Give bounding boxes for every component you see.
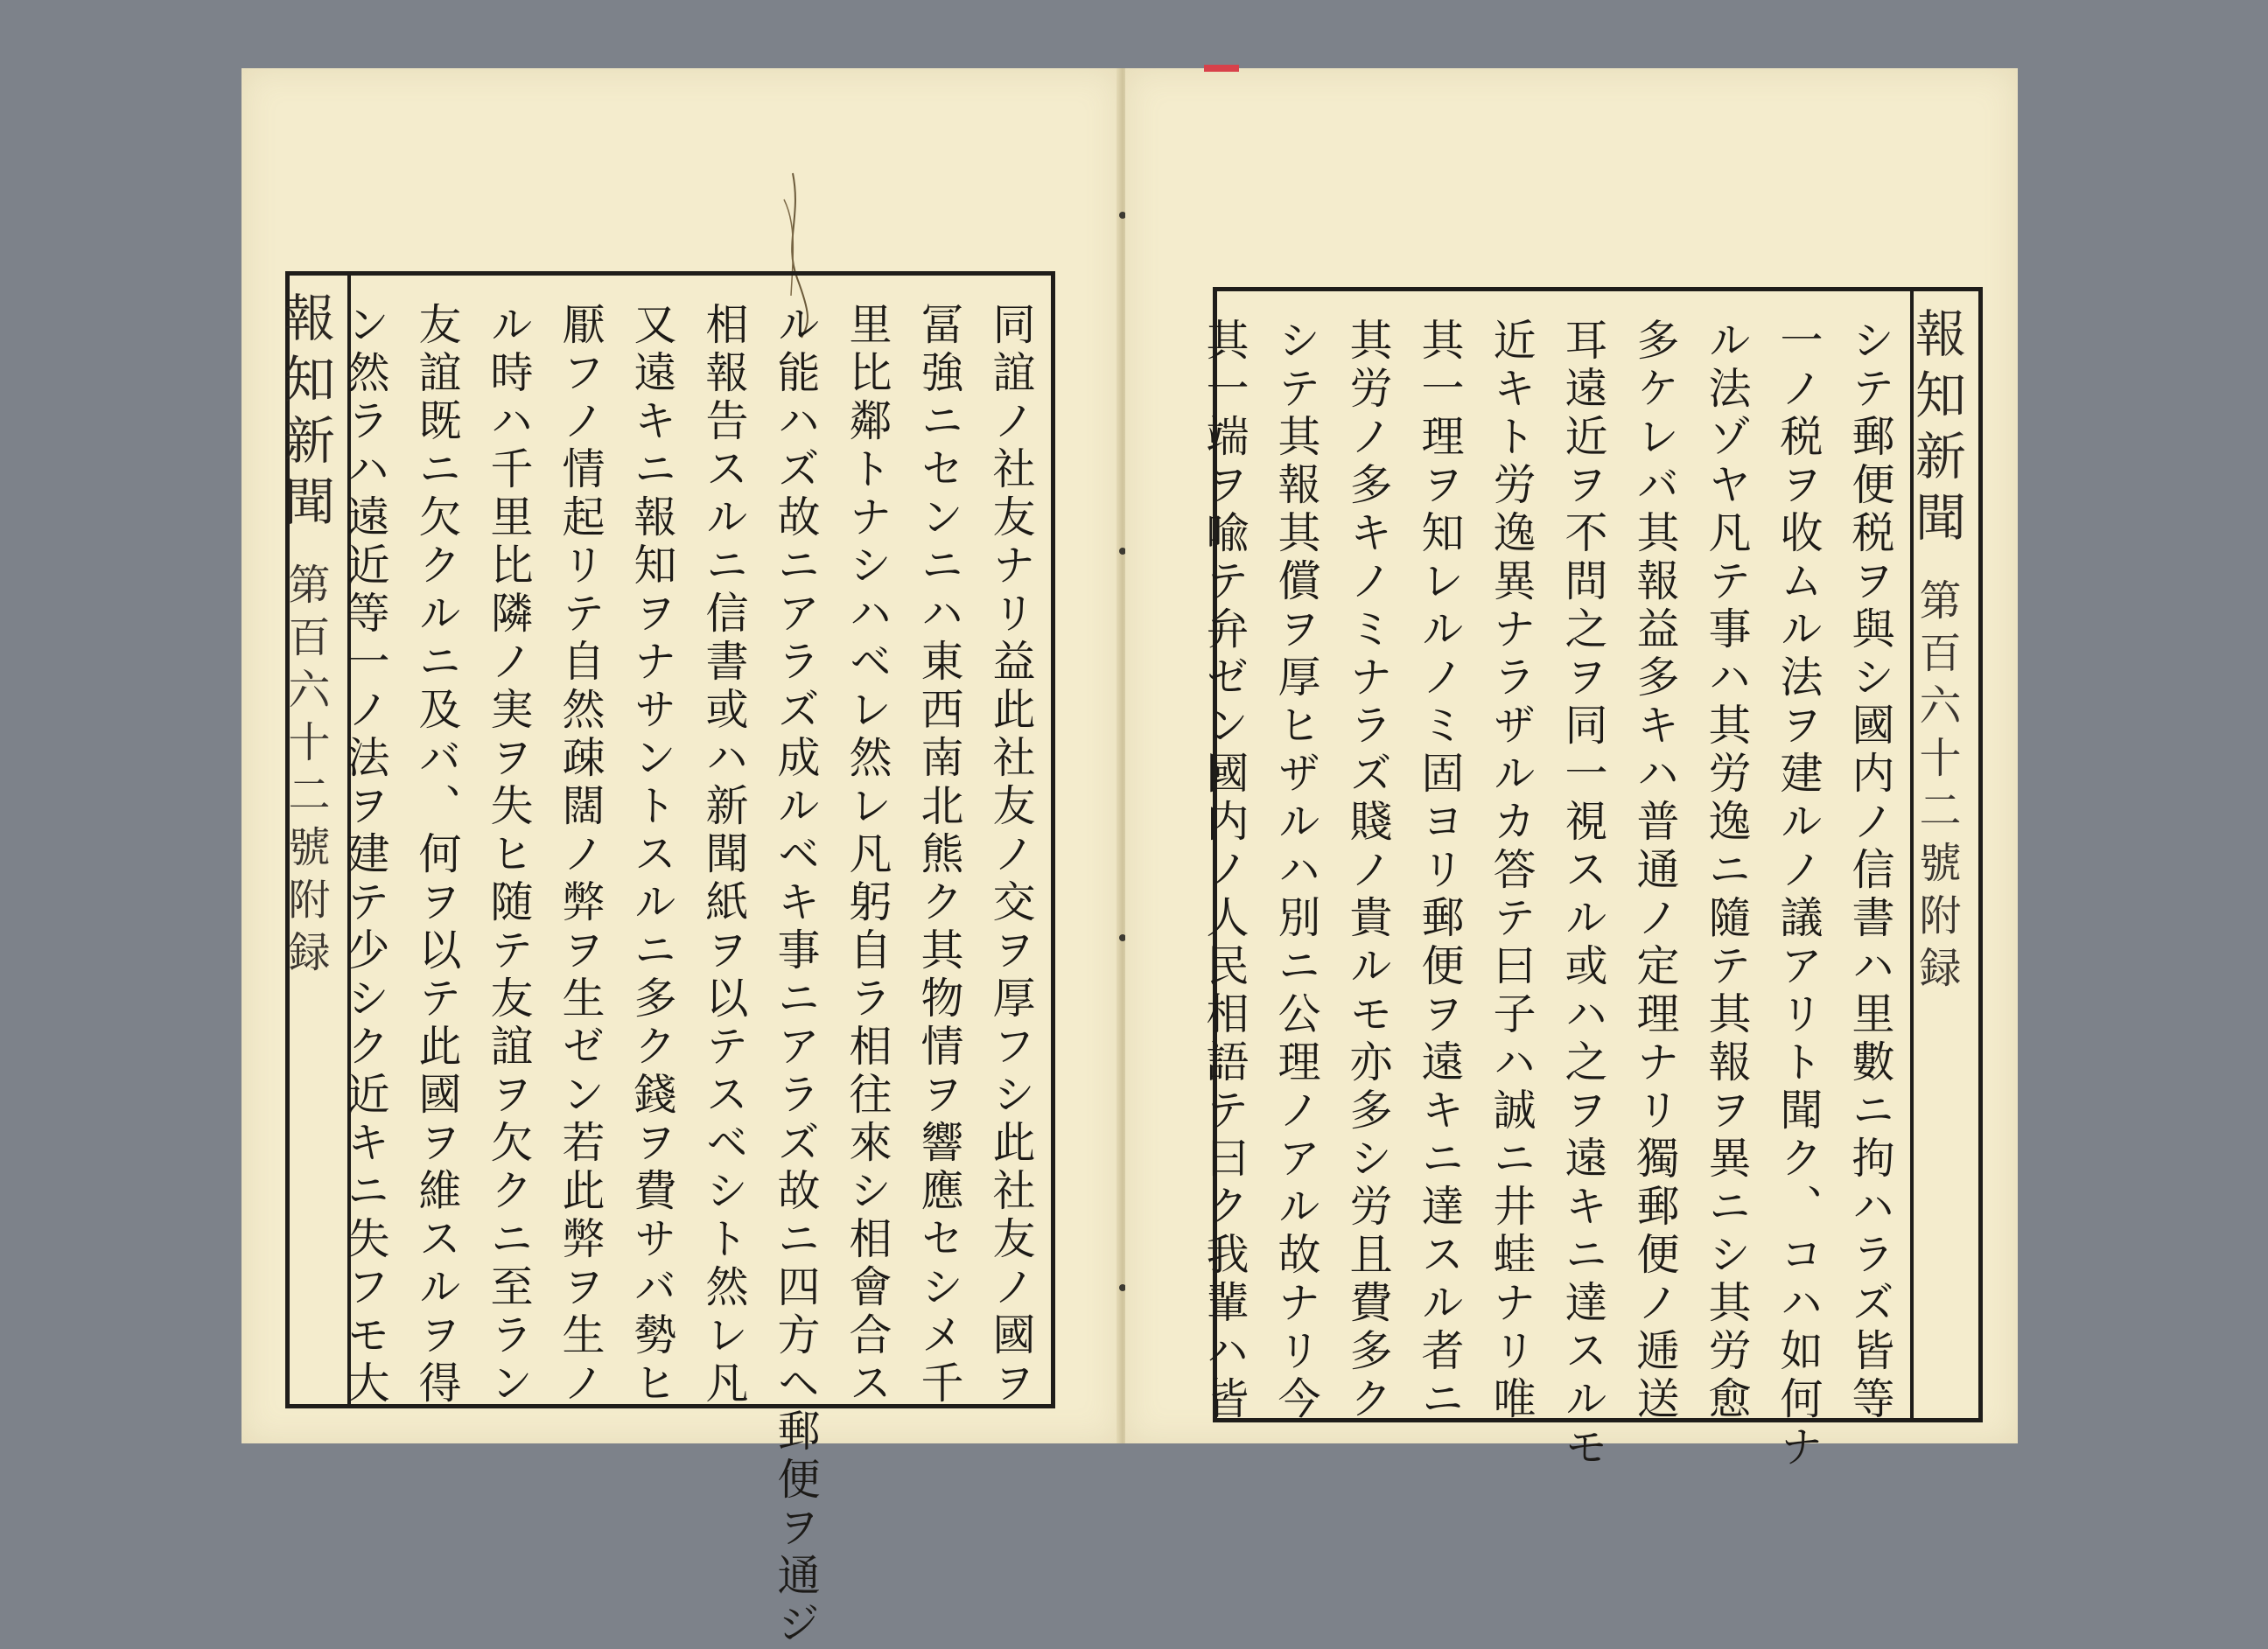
text-column: シテ郵便税ヲ與シ國内ノ信書ハ里數ニ拘ハラズ皆等 (1845, 318, 1895, 1424)
text-frame-right (1200, 287, 1983, 1472)
text-column: ン然ラハ遠近等一ノ法ヲ建テ少シク近キニ失フモ大 (340, 302, 390, 1408)
open-book (242, 68, 2018, 1649)
text-columns-right (1200, 318, 1900, 1472)
text-columns-left (340, 302, 1040, 1649)
text-column: 又遠キニ報知ヲナサントスルニ多ク錢ヲ費サバ勢ヒ (627, 302, 677, 1408)
text-column: ル能ハズ故ニアラズ成ルベキ事ニアラズ故ニ四方ヘ郵便ヲ通ジ (771, 302, 821, 1649)
text-column: 其一理ヲ知レルノミ固ヨリ郵便ヲ遠キニ達スル者ニ (1415, 318, 1465, 1424)
band-title: 報知新聞 (1907, 307, 1966, 552)
text-column: 多ケレバ其報益多キハ普通ノ定理ナリ獨郵便ノ逓送 (1630, 318, 1680, 1424)
left-page (242, 68, 1120, 1649)
band-subtitle: 第百六十二號附録 (1912, 578, 1961, 998)
text-column: 冨強ニセンニハ東西南北熊ク其物情ヲ響應セシメ千 (914, 302, 964, 1408)
band-subtitle: 第百六十二號附録 (281, 562, 330, 982)
text-column: 耳遠近ヲ不問之ヲ同一視スル或ハ之ヲ遠キニ達スルモ (1558, 318, 1608, 1472)
text-column: ル時ハ千里比隣ノ実ヲ失ヒ随テ友誼ヲ欠クニ至ラン (484, 302, 534, 1408)
text-column: 友誼既ニ欠クルニ及バ、何ヲ以テ此國ヲ維スルヲ得 (412, 302, 462, 1408)
text-column: 相報告スルニ信書或ハ新聞紙ヲ以テスベシト然レ凡 (699, 302, 749, 1408)
text-column: 近キト労逸異ナラザルカ答テ曰子ハ誠ニ井蛙ナリ唯 (1487, 318, 1536, 1424)
text-column: シテ其報其償ヲ厚ヒザルハ別ニ公理ノアル故ナリ今 (1271, 318, 1321, 1424)
text-column: 其労ノ多キノミナラズ賤ノ貴ルモ亦多シ労且費多ク (1343, 318, 1393, 1424)
text-column: 厭フノ情起リテ自然疎闊ノ弊ヲ生ゼン若此弊ヲ生ノ (556, 302, 606, 1408)
right-page (1125, 68, 2018, 1472)
page-edge-mark (1204, 65, 1239, 72)
text-frame-left (276, 271, 1055, 1649)
text-column: ル法ゾヤ凡テ事ハ其労逸ニ隨テ其報ヲ異ニシ其労愈 (1702, 318, 1752, 1424)
band-title: 報知新聞 (276, 291, 335, 536)
text-column: 里比鄰トナシハベレ然レ凡躬自ラ相往來シ相會合ス (843, 302, 892, 1408)
text-column: 其一端ヲ喩テ弁ゼン國内ノ人民相語テ曰ク我輩ハ皆 (1200, 318, 1250, 1424)
running-header-right (1907, 291, 1978, 1418)
text-column: 同誼ノ社友ナリ益此社友ノ交ヲ厚フシ此社友ノ國ヲ (986, 302, 1036, 1408)
text-column: 一ノ税ヲ收ムル法ヲ建ルノ議アリト聞ク、コハ如何ナ (1774, 318, 1824, 1472)
